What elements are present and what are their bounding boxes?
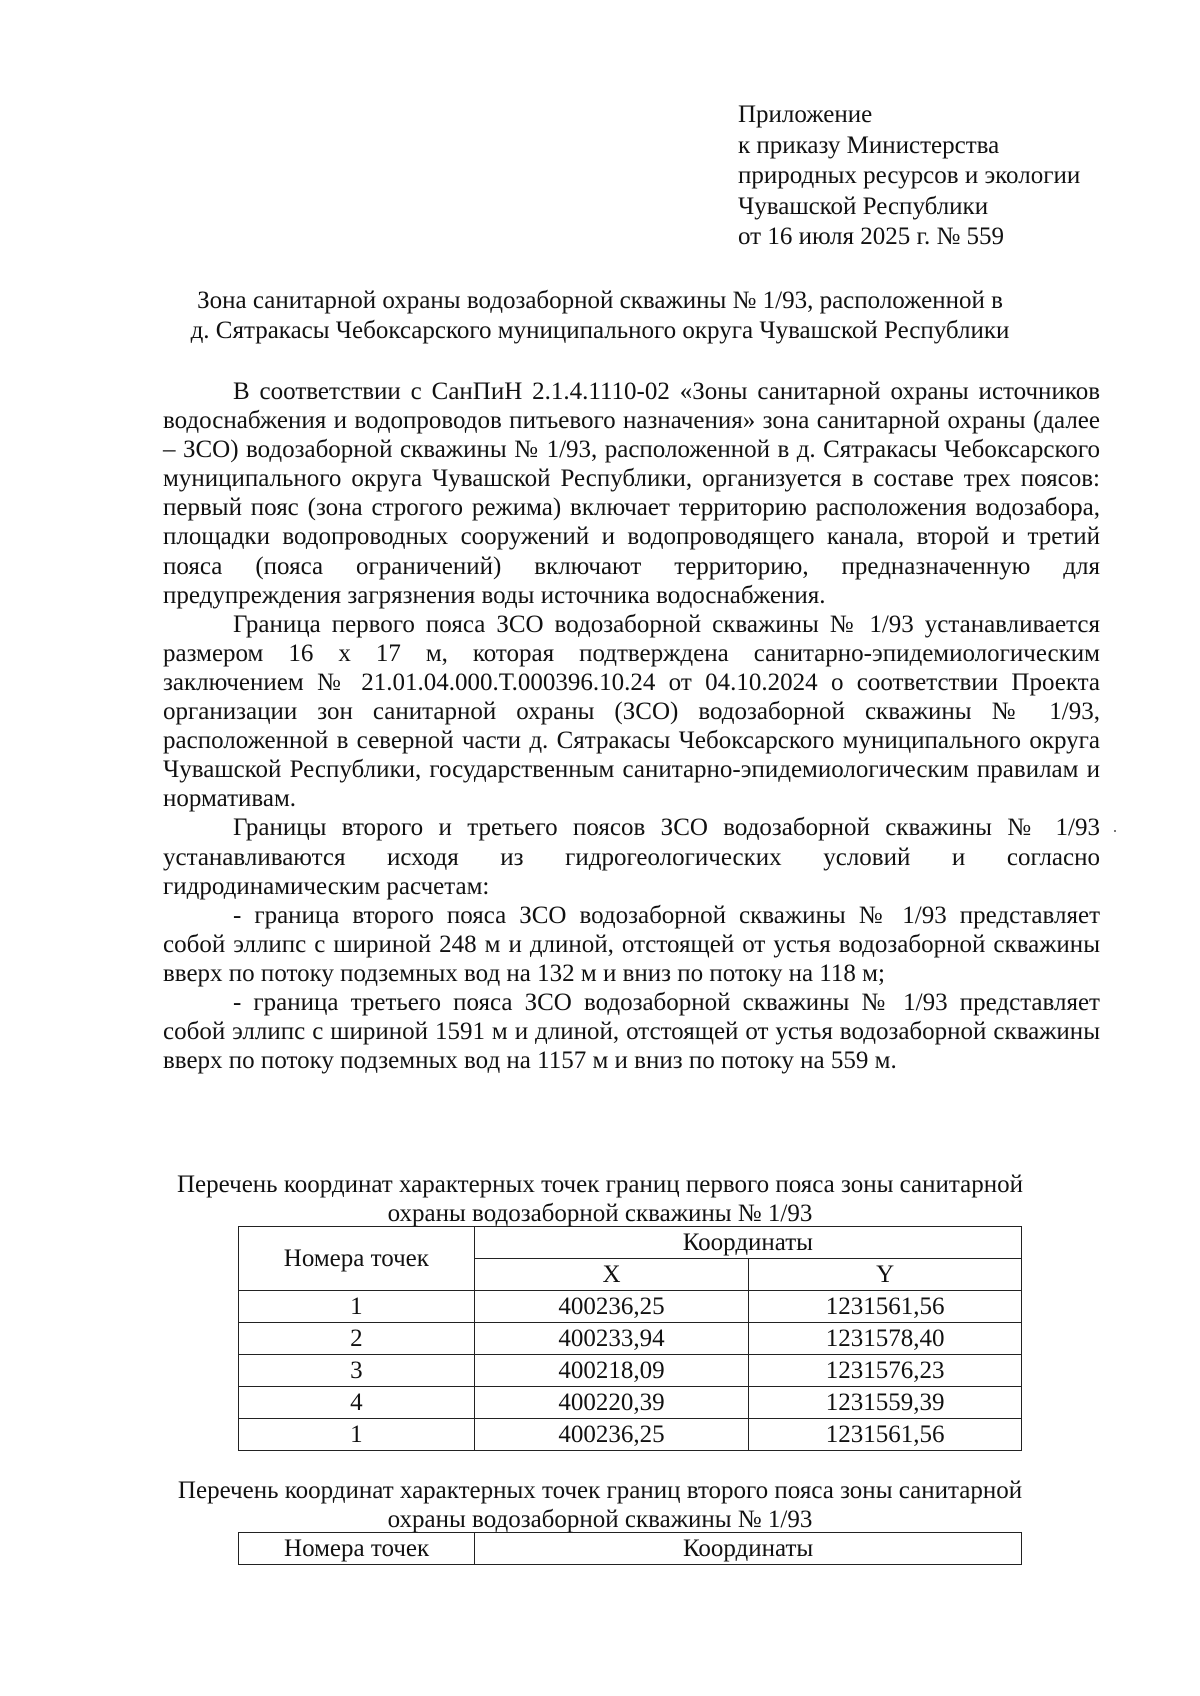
paragraph-first-zone: Граница первого пояса ЗСО водозаборной скважины № 1/93 устанавливается размером 16 х 17 м, которая подтверждена санитарно-эпидемиологическим заключением № 21.01.04.000.Т.000396.10.24 от 04.10.2024 о соответствии Проекта организации зон санитарной охраны (ЗСО) водозаборной скважины № 1/93, расположенной в северной части д. Сятракасы Чебоксарского муниципального округа Чувашской Республики, государственным санитарно-эпидемиологическим правилам и нормативам. <box>163 610 1100 813</box>
header-x: X <box>474 1259 749 1291</box>
scan-speck <box>1114 830 1116 832</box>
cell-point: 4 <box>239 1387 475 1419</box>
caption-line: охраны водозаборной скважины № 1/93 <box>387 1506 813 1533</box>
header-y: Y <box>749 1259 1022 1291</box>
cell-point: 1 <box>239 1419 475 1451</box>
cell-y: 1231559,39 <box>749 1387 1022 1419</box>
cell-x: 400236,25 <box>474 1419 749 1451</box>
paragraph-second-third-zones: Границы второго и третьего поясов ЗСО водозаборной скважины № 1/93 устанавливаются исходя из гидрогеологических условий и согласно гидродинамическим расчетам: <box>163 814 1100 900</box>
header-coordinates: Координаты <box>475 1533 1022 1565</box>
caption-line: Перечень координат характерных точек границ первого пояса зоны санитарной <box>177 1171 1023 1198</box>
table-row <box>239 1419 1022 1451</box>
cell-point: 1 <box>239 1291 475 1323</box>
second-zone-coordinates-table <box>238 1532 1022 1565</box>
header-points: Номера точек <box>239 1227 475 1291</box>
table-row <box>239 1323 1022 1355</box>
cell-x: 400233,94 <box>474 1323 749 1355</box>
header-points: Номера точек <box>239 1533 475 1565</box>
first-zone-coordinates-table <box>238 1226 1022 1451</box>
table2-caption <box>120 1476 1080 1534</box>
title-line: д. Сятракасы Чебоксарского муниципального округа Чувашской Республики <box>190 317 1010 344</box>
document-title <box>120 286 1080 346</box>
appendix-line: от 16 июля 2025 г. № 559 <box>738 223 1005 250</box>
caption-line: Перечень координат характерных точек границ второго пояса зоны санитарной <box>177 1477 1023 1504</box>
title-line: Зона санитарной охраны водозаборной скважины № 1/93, расположенной в <box>197 287 1003 314</box>
appendix-header <box>738 100 1158 253</box>
cell-y: 1231561,56 <box>749 1291 1022 1323</box>
cell-y: 1231576,23 <box>749 1355 1022 1387</box>
appendix-line: Приложение <box>738 101 873 128</box>
cell-point: 3 <box>239 1355 475 1387</box>
cell-point: 2 <box>239 1323 475 1355</box>
body-text <box>163 377 1100 1075</box>
cell-y: 1231578,40 <box>749 1323 1022 1355</box>
appendix-line: Чувашской Республики <box>738 192 989 220</box>
table-header-row <box>239 1533 1022 1565</box>
table-row <box>239 1387 1022 1419</box>
table-row <box>239 1291 1022 1323</box>
cell-x: 400218,09 <box>474 1355 749 1387</box>
header-coordinates: Координаты <box>474 1227 1021 1259</box>
cell-x: 400236,25 <box>474 1291 749 1323</box>
table1-caption <box>120 1170 1080 1228</box>
table-header-row <box>239 1227 1022 1259</box>
appendix-line: природных ресурсов и экологии <box>738 162 1081 189</box>
table-row <box>239 1355 1022 1387</box>
cell-y: 1231561,56 <box>749 1419 1022 1451</box>
caption-line: охраны водозаборной скважины № 1/93 <box>387 1200 813 1227</box>
paragraph-intro: В соответствии с СанПиН 2.1.4.1110-02 «Зоны санитарной охраны источников водоснабжения и водопроводов питьевого назначения» зона санитарной охраны (далее – ЗСО) водозаборной скважины № 1/93, расположенной в д. Сятракасы Чебоксарского муниципального округа Чувашской Республики, организуется в составе трех поясов: первый пояс (зона строгого режима) включает территорию расположения водозабора, площадки водопроводных сооружений и водопроводящего канала, второй и третий пояса (пояса ограничений) включают территорию, предназначенную для предупреждения загрязнения воды источника водоснабжения. <box>163 378 1100 609</box>
paragraph-third-zone-boundary: - граница третьего пояса ЗСО водозаборной скважины № 1/93 представляет собой эллипс с шириной 1591 м и длиной, отстоящей от устья водозаборной скважины вверх по потоку подземных вод на 1157 м и вниз по потоку на 559 м. <box>163 988 1100 1075</box>
appendix-line: к приказу Министерства <box>738 131 1000 159</box>
cell-x: 400220,39 <box>474 1387 749 1419</box>
paragraph-second-zone-boundary: - граница второго пояса ЗСО водозаборной скважины № 1/93 представляет собой эллипс с шириной 248 м и длиной, отстоящей от устья водозаборной скважины вверх по потоку подземных вод на 132 м и вниз по потоку на 118 м; <box>163 901 1100 987</box>
